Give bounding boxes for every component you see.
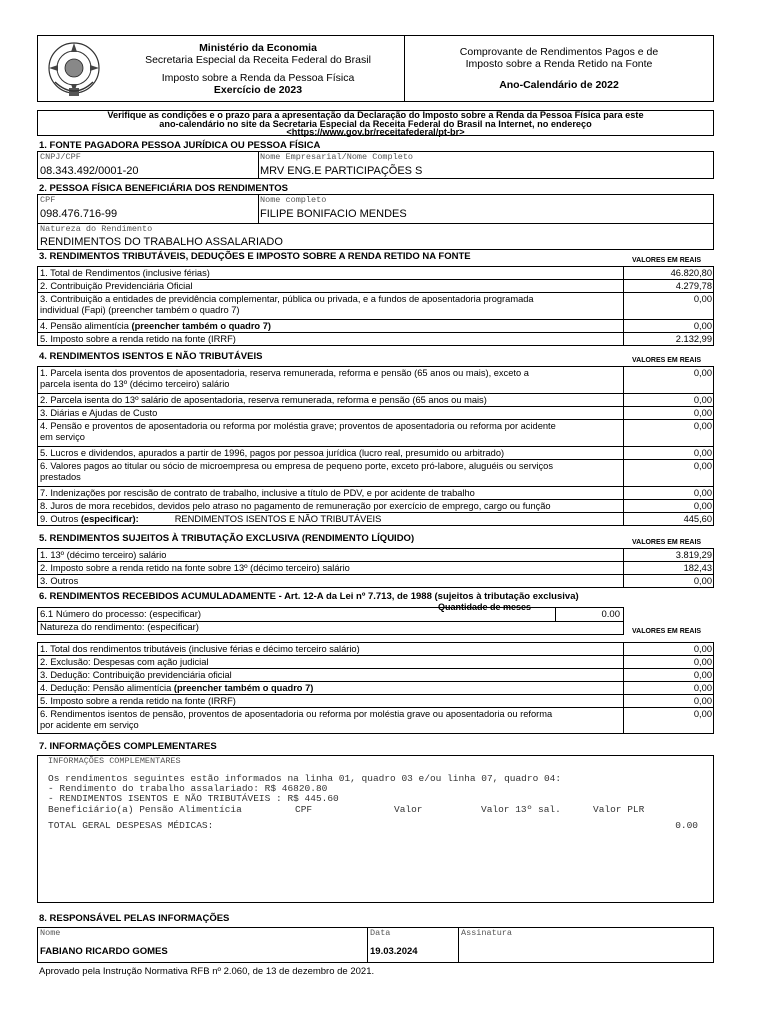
row-value: 0,00 [623,500,715,512]
date-label: Data [370,928,391,938]
section8-title: 8. RESPONSÁVEL PELAS INFORMAÇÕES [39,913,230,924]
exercise-year: Exercício de 2023 [213,84,303,96]
row-value: 0,00 [623,575,715,587]
row-value: 0,00 [623,394,715,406]
process-label: 6.1 Número do processo: (especificar) [40,609,202,620]
section6-title: 6. RENDIMENTOS RECEBIDOS ACUMULADAMENTE - Art. 12-A da Lei nº 7.713, de 1988 (sujeitos à tributação exclusiva) [39,591,579,602]
row-value: 0,00 [623,420,715,446]
row-label: 1. Total dos rendimentos tributáveis (inclusive férias e décimo terceiro salário) [40,644,360,654]
row-label: 4. Pensão alimentícia (preencher também o quadro 7) [40,321,271,331]
cpf-value: 098.476.716-99 [40,208,118,220]
notice-line1: Verifique as condições e o prazo para a apresentação da Declaração do Imposto sobre a Renda da Pessoa Física para este [107,110,644,120]
row-value: 0,00 [623,695,715,707]
table-row [37,447,714,460]
pension-col-13: Valor 13º sal. [481,804,561,815]
tax-name: Imposto sobre a Renda da Pessoa Física [161,72,355,84]
pension-header-row [48,804,708,815]
row-value: 0,00 [623,447,715,459]
row-label: 8. Juros de mora recebidos, devidos pelo atraso no pagamento de remuneração por exercício de emprego, cargo ou função [40,501,551,511]
row-label: 4. Pensão e proventos de aposentadoria ou reforma por moléstia grave; proventos de aposentadoria ou reforma por acidente em serviço [40,421,556,442]
table-row [37,293,714,320]
section1-title: 1. FONTE PAGADORA PESSOA JURÍDICA OU PESSOA FÍSICA [39,140,321,151]
notice-line2: ano-calendário no site da Secretaria Especial da Receita Federal do Brasil na Internet, no endereço [159,118,592,129]
row-value: 0,00 [623,367,715,393]
nature6-box [37,621,624,635]
payer-name-value: MRV ENG.E PARTICIPAÇÕES S [260,165,423,177]
agency-name: Secretaria Especial da Receita Federal do Brasil [145,54,371,66]
row-label: 2. Parcela isenta do 13º salário de aposentadoria, reserva remunerada, reforma e pensão (65 anos ou mais) [40,395,487,405]
table-row [37,562,714,575]
row-label: 2. Contribuição Previdenciária Oficial [40,281,193,291]
row-label: 6. Rendimentos isentos de pensão, proventos de aposentadoria ou reforma por moléstia grave ou aposentadoria ou reforma por acidente em serviço [40,709,553,730]
row-label: 1. Parcela isenta dos proventos de aposentadoria, reserva remunerada, reforma e pensão (65 anos ou mais), exceto a parcela isenta do 13º (décimo terceiro) salário [40,368,529,389]
cpf-label: CPF [40,195,56,205]
doc-title-line2: Imposto sobre a Renda Retido na Fonte [465,58,653,70]
table-row [37,549,714,562]
row-value: 0,00 [623,293,715,319]
row-label: 7. Indenizações por rescisão de contrato de trabalho, inclusive a título de PDV, e por acidente de trabalho [40,488,475,498]
table-row [37,407,714,420]
row-label: 5. Imposto sobre a renda retido na fonte (IRRF) [40,334,236,344]
medical-total-label: TOTAL GERAL DESPESAS MÉDICAS: [48,820,214,831]
row-value: 4.279,78 [623,280,715,292]
row-label: 5. Imposto sobre a renda retido na fonte (IRRF) [40,696,236,706]
table-row [37,669,714,682]
row-label: 2. Exclusão: Despesas com ação judicial [40,657,209,667]
complementary-line1: Os rendimentos seguintes estão informados na linha 01, quadro 03 e/ou linha 07, quadro 04: [48,773,562,784]
row-value: 0,00 [623,669,715,681]
table-row [37,708,714,734]
cnpj-value: 08.343.492/0001-20 [40,165,139,177]
row-value: 0,00 [623,460,715,486]
medical-total-value: 0.00 [675,820,698,831]
row-value: 0,00 [623,643,715,655]
table-row [37,394,714,407]
table-row [37,656,714,669]
header-box [37,35,714,102]
row-label: 6. Valores pagos ao titular ou sócio de microempresa ou empresa de pequeno porte, exceto pró-labore, aluguéis ou serviços prestados [40,461,554,482]
complementary-label: INFORMAÇÕES COMPLEMENTARES [48,756,181,766]
row-value: 445,60 [623,513,715,525]
values-label: VALORES EM REAIS [632,257,702,264]
row-label: 1. Total de Rendimentos (inclusive férias) [40,268,210,278]
table-row [37,643,714,656]
table-row [37,695,714,708]
months-value: 0.00 [601,609,620,620]
row-value: 2.132,99 [623,333,715,345]
notice-box [37,110,714,136]
responsible-box [37,927,714,963]
complementary-box [37,755,714,903]
section4-title: 4. RENDIMENTOS ISENTOS E NÃO TRIBUTÁVEIS [39,351,263,362]
pension-col-beneficiary: Beneficiário(a) Pensão Alimentícia [48,804,242,815]
row-value: 182,43 [623,562,715,574]
table-row [37,682,714,695]
doc-title-line1: Comprovante de Rendimentos Pagos e de [459,46,659,58]
row-label: 3. Contribuição a entidades de previdência complementar, pública ou privada, e a fundos de aposentadoria programada individual (Fapi) (preencher também o quadro 7) [40,294,534,315]
pension-col-value: Valor [394,804,423,815]
date-value: 19.03.2024 [370,946,418,957]
row-value: 3.819,29 [623,549,715,561]
calendar-year: Ano-Calendário de 2022 [499,79,619,91]
row-label: 2. Imposto sobre a renda retido na fonte sobre 13º (décimo terceiro) salário [40,563,350,573]
table-row [37,500,714,513]
table-row [37,420,714,447]
beneficiary-box [37,194,714,250]
payer-name-label: Nome Empresarial/Nome Completo [260,152,414,162]
table-row [37,280,714,293]
complementary-line3: - RENDIMENTOS ISENTOS E NÃO TRIBUTÁVEIS : R$ 445.60 [48,793,339,804]
values-label: VALORES EM REAIS [632,539,702,546]
row-value: 0,00 [623,682,715,694]
beneficiary-name-value: FILIPE BONIFACIO MENDES [260,208,407,220]
table-row [37,460,714,487]
beneficiary-name-label: Nome completo [260,195,327,205]
table-row [37,267,714,280]
responsible-name-label: Nome [40,928,61,938]
notice-line3: <https://www.gov.br/receitafederal/pt-br> [286,127,465,137]
section7-title: 7. INFORMAÇÕES COMPLEMENTARES [39,741,217,752]
row-label: 3. Dedução: Contribuição previdenciária oficial [40,670,232,680]
nature6-label: Natureza do rendimento: (especificar) [40,622,199,633]
signature-label: Assinatura [461,928,513,938]
ministry-name: Ministério da Economia [199,42,317,54]
table-row [37,487,714,500]
row-label: 1. 13º (décimo terceiro) salário [40,550,167,560]
footer-note: Aprovado pela Instrução Normativa RFB nº 2.060, de 13 de dezembro de 2021. [39,966,375,977]
responsible-name-value: FABIANO RICARDO GOMES [40,946,168,957]
cnpj-label: CNPJ/CPF [40,152,81,162]
row-value: 0,00 [623,320,715,332]
table-row [37,513,714,526]
table-row [37,333,714,346]
section3-title: 3. RENDIMENTOS TRIBUTÁVEIS, DEDUÇÕES E IMPOSTO SOBRE A RENDA RETIDO NA FONTE [39,251,471,262]
table-row [37,575,714,588]
complementary-line2: - Rendimento do trabalho assalariado: R$ 46820.80 [48,783,328,794]
nature-label: Natureza do Rendimento [40,224,153,234]
row-value: 0,00 [623,708,715,733]
pension-col-plr: Valor PLR [593,804,645,815]
row-value: 0,00 [623,407,715,419]
row-value: 46.820,80 [623,267,715,279]
brasao-emblem-icon [45,40,103,98]
process-box [37,602,624,622]
table-row [37,320,714,333]
row-label: 3. Outros [40,576,79,586]
pension-col-cpf: CPF [295,804,313,815]
table-row [37,367,714,394]
section5-title: 5. RENDIMENTOS SUJEITOS À TRIBUTAÇÃO EXCLUSIVA (RENDIMENTO LÍQUIDO) [39,533,415,544]
row-value: 0,00 [623,656,715,668]
row-label: 3. Diárias e Ajudas de Custo [40,408,158,418]
nature-value: RENDIMENTOS DO TRABALHO ASSALARIADO [40,236,283,248]
payer-box [37,151,714,179]
row-value: 0,00 [623,487,715,499]
row-label: 5. Lucros e dividendos, apurados a partir de 1996, pagos por pessoa jurídica (lucro real, presumido ou arbitrado) [40,448,505,458]
months-label: Quantidade de meses [438,602,532,612]
row-label: 4. Dedução: Pensão alimentícia (preencher também o quadro 7) [40,683,314,693]
values-label: VALORES EM REAIS [632,357,702,364]
values-label: VALORES EM REAIS [632,628,702,635]
section2-title: 2. PESSOA FÍSICA BENEFICIÁRIA DOS RENDIMENTOS [39,183,288,194]
row-label: 9. Outros (especificar): RENDIMENTOS ISENTOS E NÃO TRIBUTÁVEIS [40,514,382,524]
